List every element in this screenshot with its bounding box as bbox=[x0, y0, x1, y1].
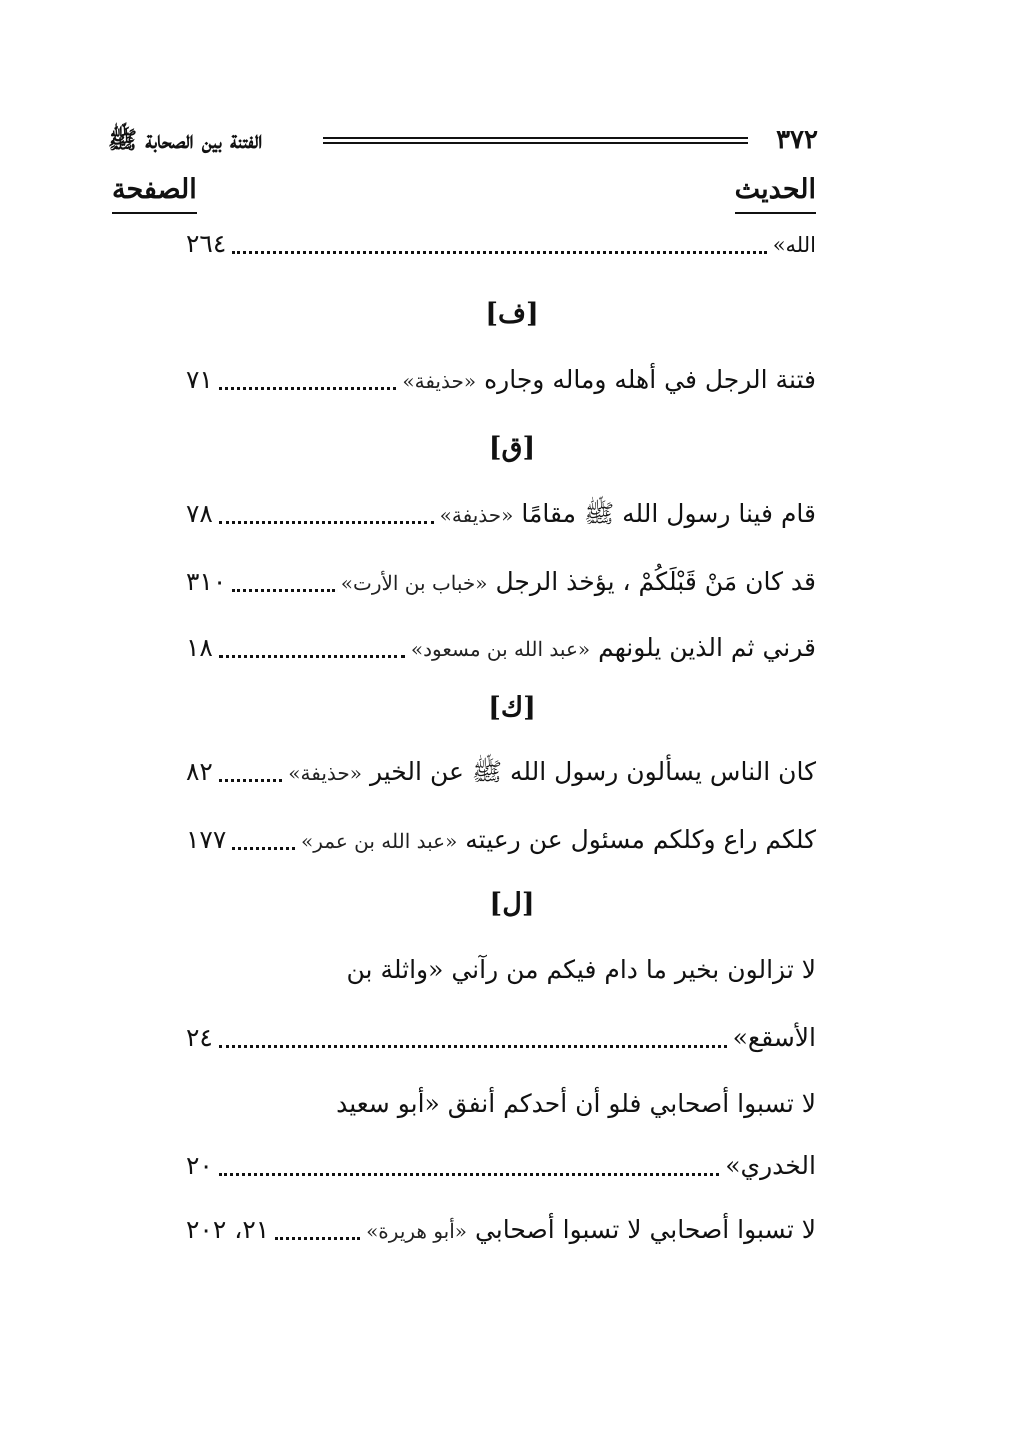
hadith-text: قد كان مَنْ قَبْلَكُمْ ، يؤخذ الرجل bbox=[495, 567, 816, 596]
page-ref: ٢٤ bbox=[186, 1023, 213, 1052]
index-entry bbox=[186, 1144, 816, 1188]
leader-dots bbox=[219, 779, 282, 782]
index-entry bbox=[186, 818, 816, 862]
leader-dots bbox=[232, 847, 295, 850]
hadith-text: الأسقع» bbox=[732, 1023, 816, 1052]
narrator: «حذيفة» bbox=[402, 369, 477, 393]
header-rule bbox=[323, 137, 748, 144]
hadith-text-line: لا تسبوا أصحابي فلو أن أحدكم أنفق «أبو سعيد bbox=[336, 1089, 816, 1118]
leader-dots bbox=[275, 1237, 360, 1240]
book-title: الفتنة بين الصحابة ﷺ bbox=[108, 125, 263, 154]
hadith-text: كان الناس يسألون رسول الله ﷺ عن الخير bbox=[369, 757, 816, 786]
page-ref: ٧٨ bbox=[186, 499, 213, 528]
page-number: ٣٧٢ bbox=[776, 125, 818, 155]
page-ref: ٢٦٤ bbox=[186, 229, 227, 258]
section-letter: [ق] bbox=[488, 432, 536, 463]
index-entry bbox=[186, 222, 816, 266]
index-entry bbox=[186, 626, 816, 670]
section-letter: [ف] bbox=[485, 298, 539, 329]
hadith-text: قرني ثم الذين يلونهم bbox=[598, 633, 816, 662]
leader-dots bbox=[232, 251, 766, 254]
index-entry bbox=[186, 492, 816, 536]
hadith-text: قام فينا رسول الله ﷺ مقامًا bbox=[521, 499, 816, 528]
page-ref: ١٧٧ bbox=[186, 825, 227, 854]
leader-dots bbox=[232, 589, 334, 592]
page-ref: ٧١ bbox=[186, 365, 213, 394]
leader-dots bbox=[219, 1173, 719, 1176]
narrator: «أبو هريرة» bbox=[366, 1219, 468, 1243]
hadith-text: الخدري» bbox=[725, 1151, 816, 1180]
narrator: «حذيفة» bbox=[288, 761, 362, 785]
index-entry bbox=[186, 358, 816, 402]
index-entry bbox=[186, 1016, 816, 1060]
column-heading-hadith: الحديث bbox=[735, 172, 816, 214]
hadith-text: لا تسبوا أصحابي لا تسبوا أصحابي bbox=[474, 1215, 816, 1244]
page-ref: ١٨ bbox=[186, 633, 213, 662]
column-heading-page: الصفحة bbox=[112, 172, 197, 214]
narrator: «عبد الله بن مسعود» bbox=[410, 637, 591, 661]
hadith-text: فتنة الرجل في أهله وماله وجاره bbox=[484, 365, 816, 394]
hadith-text: الله» bbox=[772, 233, 816, 257]
hadith-text-line: لا تزالون بخير ما دام فيكم من رآني «واثلة بن bbox=[346, 955, 816, 984]
section-letter: [ل] bbox=[489, 888, 535, 919]
index-entry bbox=[186, 750, 816, 794]
index-entry bbox=[186, 560, 816, 604]
page-ref: ٣١٠ bbox=[186, 567, 227, 596]
hadith-text: كلكم راع وكلكم مسئول عن رعيته bbox=[465, 825, 816, 854]
page-ref: ٢١، ٢٠٢ bbox=[186, 1215, 270, 1244]
page-ref: ٢٠ bbox=[186, 1151, 213, 1180]
leader-dots bbox=[219, 655, 405, 658]
narrator: «عبد الله بن عمر» bbox=[300, 829, 458, 853]
narrator: «خباب بن الأرت» bbox=[340, 571, 488, 595]
narrator: «حذيفة» bbox=[439, 503, 514, 527]
running-header bbox=[108, 122, 818, 158]
leader-dots bbox=[219, 1045, 727, 1048]
leader-dots bbox=[219, 387, 397, 390]
leader-dots bbox=[219, 521, 434, 524]
section-letter: [ك] bbox=[488, 692, 536, 723]
page-ref: ٨٢ bbox=[186, 757, 213, 786]
index-entry bbox=[186, 1208, 816, 1252]
